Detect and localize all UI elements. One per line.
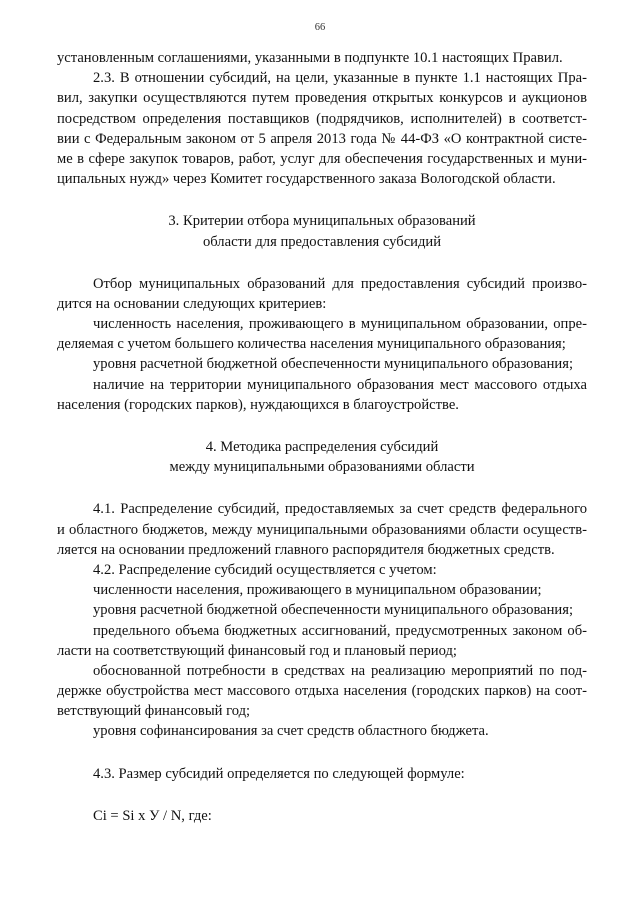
section-4-item-population xyxy=(57,580,587,600)
text-line: уровня софинансирования за счет средств областного бюджета. xyxy=(93,723,489,740)
formula-line: Ci = Si x У / N, где: xyxy=(93,807,212,824)
text-line: уровня расчетной бюджетной обеспеченности муниципального образования; xyxy=(93,602,574,619)
text-line: ветствующий финансовый год; xyxy=(57,703,251,720)
text-line: ласти на соответствующий финансовый год и плановый период; xyxy=(57,642,457,659)
text-line: ме в сфере закупок товаров, работ, услуг для обеспечения государственных и муни- xyxy=(57,150,587,167)
text-line: 4.1. Распределение субсидий, предоставляемых за счет средств федерального xyxy=(93,501,587,518)
section-4-heading xyxy=(57,437,587,477)
text-line: установленным соглашениями, указанными в подпункте 10.1 настоящих Правил. xyxy=(57,50,563,66)
text-line: численности населения, проживающего в муниципальном образовании; xyxy=(93,582,542,599)
document-body xyxy=(57,48,587,826)
section-4-item-cofinancing xyxy=(57,721,587,741)
text-line: Отбор муниципальных образований для предоставления субсидий произво- xyxy=(93,275,587,292)
section-3-paragraph-2 xyxy=(57,314,587,354)
formula xyxy=(57,806,587,826)
section-4-paragraph-4-1 xyxy=(57,499,587,560)
text-line: ципальных нужд» через Комитет государственного заказа Вологодской области. xyxy=(57,171,556,188)
text-line: уровня расчетной бюджетной обеспеченности муниципального образования; xyxy=(93,356,574,373)
paragraph-intro xyxy=(57,48,587,68)
text-line: ляется на основании предложений главного распорядителя бюджетных средств. xyxy=(57,541,555,558)
text-line: держке обустройства мест массового отдыха населения (городских парков) на соот- xyxy=(57,683,587,700)
section-3-paragraph-4 xyxy=(57,375,587,415)
text-line: населения (городских парков), нуждающихся в благоустройстве. xyxy=(57,396,459,413)
text-line: деляемая с учетом большего количества населения муниципального образования; xyxy=(57,336,566,353)
text-line: предельного объема бюджетных ассигнований, предусмотренных законом об- xyxy=(93,622,587,639)
heading-line: области для предоставления субсидий xyxy=(202,233,442,250)
page-number: 66 xyxy=(314,22,326,33)
section-4-paragraph-4-3 xyxy=(57,764,587,784)
section-4-paragraph-4-2 xyxy=(57,560,587,580)
text-line: 4.2. Распределение субсидий осуществляется с учетом: xyxy=(93,561,437,578)
heading-line: 3. Критерии отбора муниципальных образований xyxy=(168,213,476,230)
text-line: обоснованной потребности в средствах на реализацию мероприятий по под- xyxy=(93,662,587,679)
paragraph-2-3 xyxy=(57,68,587,189)
text-line: 4.3. Размер субсидий определяется по следующей формуле: xyxy=(93,765,465,782)
text-line: численность населения, проживающего в муниципальном образовании, опре- xyxy=(93,316,587,333)
section-4-item-needs xyxy=(57,661,587,722)
section-3-paragraph-3 xyxy=(57,354,587,374)
text-line: дится на основании следующих критериев: xyxy=(57,295,327,312)
text-line: и областного бюджетов, между муниципальными образованиями области осуществ- xyxy=(57,521,587,538)
section-3-heading xyxy=(57,211,587,251)
text-line: 2.3. В отношении субсидий, на цели, указанные в пункте 1.1 настоящих Пра- xyxy=(93,70,587,87)
text-line: наличие на территории муниципального образования мест массового отдыха xyxy=(93,376,587,393)
section-4-item-budget-level xyxy=(57,600,587,620)
heading-line: 4. Методика распределения субсидий xyxy=(205,439,439,455)
text-line: посредством определения поставщиков (подрядчиков, исполнителей) в соответст- xyxy=(57,110,587,127)
text-line: вил, закупки осуществляются путем проведения открытых конкурсов и аукционов xyxy=(57,90,587,107)
text-line: вии с Федеральным законом от 5 апреля 2013 года № 44-ФЗ «О контрактной систе- xyxy=(57,130,587,147)
heading-line: между муниципальными образованиями области xyxy=(169,459,475,476)
section-4-item-appropriations xyxy=(57,621,587,661)
section-3-paragraph-1 xyxy=(57,274,587,314)
